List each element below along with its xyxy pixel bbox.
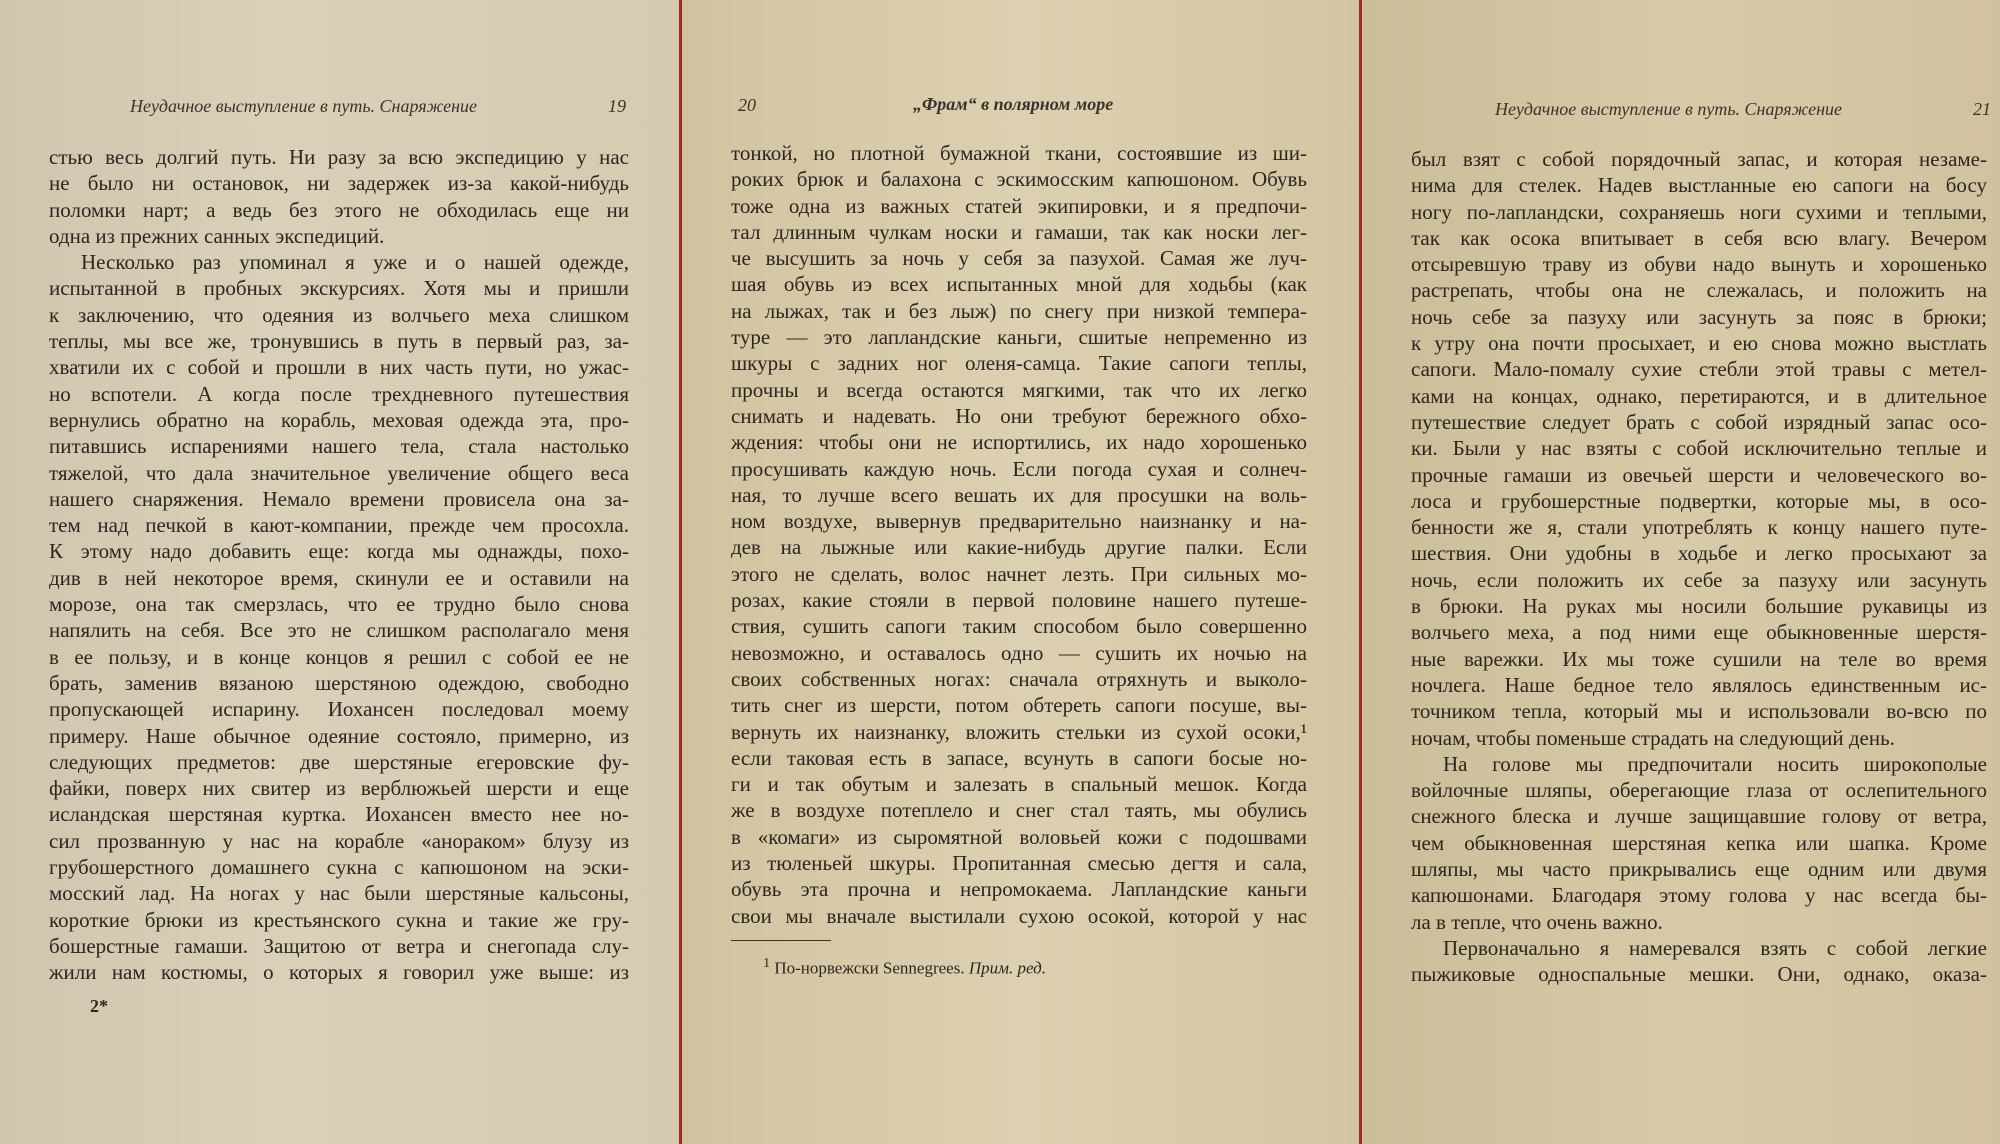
text-line: ночь себе за пазуху или засунуть за пояс в брюки; xyxy=(1411,304,1987,329)
text-line: к утру она почти просыхает, и ею снова можно выстлать xyxy=(1411,331,1987,356)
text-line: На голове мы предпочитали носить широкополые xyxy=(1443,751,1987,776)
text-line: ные варежки. Их мы тоже сушили на теле во время xyxy=(1411,646,1987,671)
text-line: К этому надо добавить еще: когда мы однажды, похо- xyxy=(49,539,629,564)
text-line: тоже одна из важных статей экипировки, и я предпочи- xyxy=(731,193,1307,218)
text-line: вернуть их наизнанку, вложить стельки из сухой осоки,¹ xyxy=(731,719,1307,744)
running-head: Неудачное выступление в путь. Снаряжение xyxy=(130,96,478,116)
text-line: ждения: чтобы они не испортились, их надо хорошенько xyxy=(731,430,1307,455)
text-line: следующих предметов: две шерстяные егеровские фу- xyxy=(49,749,629,774)
text-line: же в воздухе потеплело и снег стал таять, мы обулись xyxy=(731,798,1307,823)
text-line: поломки нарт; а ведь без этого не обходилась еще ни xyxy=(49,197,629,222)
page-body xyxy=(49,144,629,986)
text-line: чем обыкновенная шерстяная кепка или шапка. Кроме xyxy=(1411,830,1987,855)
text-line: жили нам костюмы, о которых я говорил уже выше: из xyxy=(49,960,629,985)
text-line: брать, заменив вязаною шерстяною одеждою, свободно xyxy=(49,670,629,695)
text-line: ногу по-лапландски, сохраняешь ноги сухими и теплыми, xyxy=(1411,199,1987,224)
text-line: из тюленьей шкуры. Пропитанная смесью дегтя и сала, xyxy=(731,851,1307,876)
text-line: ствия, сушить сапоги таким способом было совершенно xyxy=(731,614,1307,639)
page-19 xyxy=(0,0,679,1144)
text-line: нима для стелек. Надев выстланные ею сапоги на босу xyxy=(1411,173,1987,198)
text-line: на лыжах, так и без лыж) по снегу при низкой темпера- xyxy=(731,298,1307,323)
text-line: ночам, чтобы поменьше страдать на следующий день. xyxy=(1411,725,1895,750)
text-line: но вспотели. А когда после трехдневного путешествия xyxy=(49,381,629,406)
page-number: 20 xyxy=(738,95,756,115)
text-line: сапоги. Мало-помалу сухие стебли этой травы с метел- xyxy=(1411,357,1987,382)
text-line: лоса и грубошерстные подвертки, которые мы, в осо- xyxy=(1411,488,1987,513)
text-line: тал длинным чулкам носки и гамаши, так как носки лег- xyxy=(731,219,1307,244)
text-line: путешествие следует брать с собой изрядный запас осо- xyxy=(1411,409,1987,434)
text-line: дев на лыжные или какие-нибудь другие палки. Если xyxy=(731,535,1307,560)
page-20 xyxy=(683,0,1359,1144)
text-line: снежного блеска и лучше защищавшие голову от ветра, xyxy=(1411,804,1987,829)
running-head: Неудачное выступление в путь. Снаряжение xyxy=(1495,99,1843,119)
footnote-mark: 1 xyxy=(763,955,771,971)
text-line: точником тепла, который мы и использовали во-всю по xyxy=(1411,699,1987,724)
text-line: просушивать каждую ночь. Если погода сухая и солнеч- xyxy=(731,456,1307,481)
text-line: ки. Были у нас взяты с собой исключительно теплые и xyxy=(1411,436,1987,461)
text-line: напялить на себя. Все это не слишком располагало меня xyxy=(49,618,629,643)
text-line: розах, какие стояли в первой половине нашего путеше- xyxy=(731,588,1307,613)
text-line: див в ней некоторое время, скинули ее и оставили на xyxy=(49,565,629,590)
text-line: че высушить за ночь у себя за пазухой. Самая же луч- xyxy=(731,246,1307,271)
text-line: ночь, если положить их себе за пазуху или засунуть xyxy=(1411,567,1987,592)
page-divider xyxy=(679,0,682,1144)
text-line: туре — это лапландские каньги, сшитые непременно из xyxy=(731,325,1307,350)
printer-signature: 2* xyxy=(90,996,108,1016)
text-line: теплы, мы все же, тронувшись в путь в первый раз, за- xyxy=(49,329,629,354)
text-line: в ее пользу, и в конце концов я решил с собой ее не xyxy=(49,644,629,669)
text-line: ночлега. Наше бедное тело являлось единственным ис- xyxy=(1411,672,1987,697)
text-line: отсыревшую траву из обуви надо вынуть и хорошенько xyxy=(1411,252,1987,277)
text-line: капюшонами. Благодаря этому голова у нас всегда бы- xyxy=(1411,883,1987,908)
text-line: волчьего меха, а под ними еще обыкновенные шерстя- xyxy=(1411,620,1987,645)
text-line: войлочные шляпы, оберегающие глаза от ослепительного xyxy=(1411,778,1987,803)
text-line: пропускающей испарину. Иохансен последовал моему xyxy=(49,697,629,722)
text-line: вернулись обратно на корабль, меховая одежда эта, про- xyxy=(49,407,629,432)
text-line: невозможно, и оставалось одно — сушить их ночью на xyxy=(731,640,1307,665)
text-line: шкуры с задних ног оленя-самца. Такие сапоги теплы, xyxy=(731,351,1307,376)
running-head: „Фрам“ в полярном море xyxy=(913,94,1114,114)
text-line: своих собственных ногах: сначала отряхнуть и выколо- xyxy=(731,666,1307,691)
text-line: свои мы вначале выстилали сухою осокой, которой у нас xyxy=(731,903,1307,928)
text-line: тить снег из шерсти, потом обтереть сапоги посуше, вы- xyxy=(731,693,1307,718)
text-line: грубошерстного домашнего сукна с капюшоном на эски- xyxy=(49,855,629,880)
text-line: Несколько раз упоминал я уже и о нашей одежде, xyxy=(81,250,629,275)
text-line: одна из прежних санных экспедиций. xyxy=(49,223,385,248)
text-line: растрепать, чтобы она не слежалась, и положить на xyxy=(1411,278,1987,303)
page-number: 19 xyxy=(608,96,626,116)
text-line: в «комаги» из сыромятной воловьей кожи с подошвами xyxy=(731,824,1307,849)
text-line: был взят с собой порядочный запас, и которая незаме- xyxy=(1411,147,1987,171)
page-body xyxy=(1411,146,1987,988)
text-line: короткие брюки из крестьянского сукна и такие же гру- xyxy=(49,907,629,932)
footnote-editor-note: Прим. ред. xyxy=(968,958,1046,978)
text-line: ном воздухе, вывернув предварительно наизнанку и на- xyxy=(731,509,1307,534)
text-line: Первоначально я намеревался взять с собой легкие xyxy=(1443,935,1987,960)
text-line: в брюки. На руках мы носили большие рукавицы из xyxy=(1411,594,1987,619)
text-line: шествия. Они удобны в ходьбе и легко просыхают за xyxy=(1411,541,1987,566)
footnote-text: По-норвежски Sennegrees. xyxy=(774,958,965,978)
text-line: испытанной в пробных экскурсиях. Хотя мы и пришли xyxy=(49,276,629,301)
text-line: не было ни остановок, ни задержек из-за какой-нибудь xyxy=(49,171,629,196)
text-line: бенности же я, стали употреблять к концу нашего путе- xyxy=(1411,515,1987,540)
page-divider xyxy=(1359,0,1362,1144)
text-line: питавшись испарениями нашего тела, стала настолько xyxy=(49,434,629,459)
text-line: ками на концах, однако, перетираются, и в длительное xyxy=(1411,383,1987,408)
page-number: 21 xyxy=(1973,99,1991,119)
text-line: примеру. Наше обычное одеяние состояло, примерно, из xyxy=(49,723,629,748)
text-line: ная, то лучше всего вешать их для просушки на воль- xyxy=(731,482,1307,507)
text-line: прочны и всегда остаются мягкими, так что их легко xyxy=(731,377,1307,402)
text-line: исландская шерстяная куртка. Иохансен вместо нее но- xyxy=(49,802,629,827)
page-21 xyxy=(1363,0,2000,1144)
text-line: если таковая есть в запасе, всунуть в сапоги босые но- xyxy=(731,745,1307,770)
footnote xyxy=(763,955,1046,979)
text-line: бошерстные гамаши. Защитою от ветра и снегопада слу- xyxy=(49,933,629,958)
text-line: роких брюк и балахона с эскимосским капюшоном. Обувь xyxy=(731,167,1307,192)
text-line: тонкой, но плотной бумажной ткани, состоявшие из ши- xyxy=(731,141,1307,165)
text-line: шляпы, мы часто прикрывались еще одним или двумя xyxy=(1411,857,1987,882)
footnote-rule xyxy=(731,940,831,941)
page-body xyxy=(731,140,1307,929)
text-line: шая обувь иэ всех испытанных мной для ходьбы (как xyxy=(731,272,1307,297)
text-line: так как осока впитывает в себя всю влагу. Вечером xyxy=(1411,225,1987,250)
text-line: прочные гамаши из овечьей шерсти и человеческого во- xyxy=(1411,462,1987,487)
text-line: стью весь долгий путь. Ни разу за всю экспедицию у нас xyxy=(49,145,629,169)
text-line: ги и так обутым и залезать в спальный мешок. Когда xyxy=(731,772,1307,797)
text-line: тем над печкой в кают-компании, прежде чем просохла. xyxy=(49,513,629,538)
text-line: мосский лад. На ногах у нас были шерстяные кальсоны, xyxy=(49,881,629,906)
text-line: хватили их с собой и прошли в них часть пути, но ужас- xyxy=(49,355,629,380)
text-line: снимать и надевать. Но они требуют бережного обхо- xyxy=(731,403,1307,428)
text-line: тяжелой, что дала значительное увеличение общего веса xyxy=(49,460,629,485)
text-line: этого не сделать, волос начнет лезть. При сильных мо- xyxy=(731,561,1307,586)
text-line: обувь эта прочна и непромокаема. Лапландские каньги xyxy=(731,877,1307,902)
text-line: морозе, она так смерзлась, что ее трудно было снова xyxy=(49,592,629,617)
text-line: нашего снаряжения. Немало времени провисела она за- xyxy=(49,486,629,511)
text-line: пыжиковые односпальные мешки. Они, однако, оказа- xyxy=(1411,962,1987,987)
text-line: сил прозванную у нас на корабле «анораком» блузу из xyxy=(49,828,629,853)
text-line: ла в тепле, что очень важно. xyxy=(1411,909,1663,934)
text-line: к заключению, что одеяния из волчьего меха слишком xyxy=(49,302,629,327)
text-line: файки, поверх них свитер из верблюжьей шерсти и еще xyxy=(49,776,629,801)
